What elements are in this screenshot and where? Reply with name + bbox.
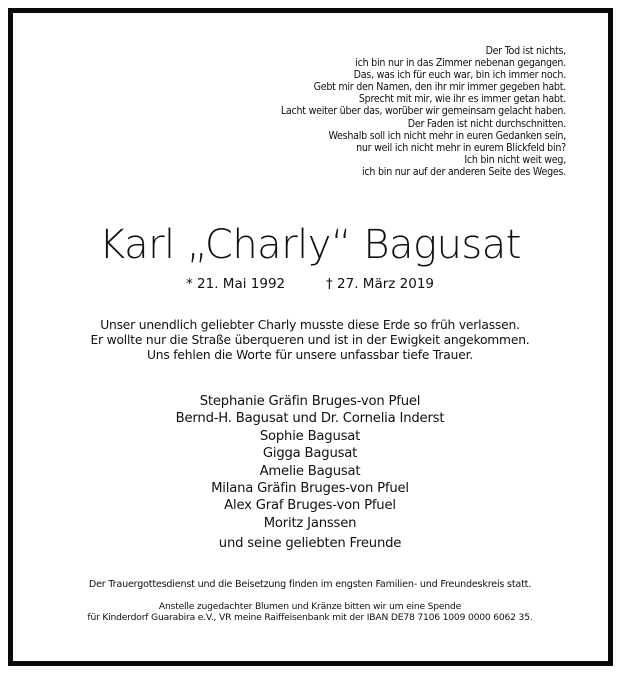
- mourners-list: [0, 393, 620, 553]
- poem-line: ich bin nur auf der anderen Seite des Weges.: [362, 165, 566, 178]
- mourner-name: Stephanie Gräfin Bruges-von Pfuel: [199, 394, 421, 409]
- deceased-name: Karl „Charly“ Bagusat: [99, 222, 521, 268]
- mourner-name: Bernd-H. Bagusat und Dr. Cornelia Inderst: [175, 411, 445, 427]
- message-line: Er wollte nur die Straße überqueren und ist in der Ewigkeit angekommen.: [90, 333, 530, 347]
- mourner-name: Alex Graf Bruges-von Pfuel: [224, 498, 396, 514]
- service-note: Der Trauergottesdienst und die Beisetzung finden im engsten Familien- und Freundeskreis statt.: [88, 579, 532, 590]
- poem-line: Lacht weiter über das, worüber wir gemeinsam gelacht haben.: [280, 105, 566, 118]
- message-line: Unser unendlich geliebter Charly musste diese Erde so früh verlassen.: [100, 318, 520, 332]
- birth-date: * 21. Mai 1992: [186, 276, 286, 292]
- poem-line: Der Tod ist nichts,: [485, 45, 566, 57]
- friends-line: und seine geliebten Freunde: [218, 536, 402, 552]
- donation-line: Anstelle zugedachter Blumen und Kränze bitten wir um eine Spende: [158, 601, 462, 612]
- poem: [146, 45, 566, 178]
- poem-line: Sprecht mit mir, wie ihr es immer getan habt.: [358, 93, 566, 106]
- death-date: † 27. März 2019: [326, 276, 435, 292]
- mourner-name: Sophie Bagusat: [259, 428, 361, 444]
- mourner-name: Gigga Bagusat: [262, 446, 358, 462]
- mourner-name: Moritz Janssen: [263, 515, 357, 531]
- poem-line: Weshalb soll ich nicht mehr in euren Gedanken sein,: [328, 129, 566, 142]
- donation-note: [0, 601, 620, 623]
- poem-line: Ich bin nicht weit weg,: [464, 153, 566, 166]
- mourner-name: Amelie Bagusat: [259, 463, 361, 479]
- poem-line: nur weil ich nicht mehr in eurem Blickfeld bin?: [356, 141, 566, 154]
- poem-line: Der Faden ist nicht durchschnitten.: [407, 117, 566, 130]
- mourner-name: Milana Gräfin Bruges-von Pfuel: [211, 481, 409, 497]
- message-line: Uns fehlen die Worte für unsere unfassbar tiefe Trauer.: [146, 348, 474, 362]
- poem-line: Das, was ich für euch war, bin ich immer noch.: [353, 69, 566, 82]
- poem-line: Gebt mir den Namen, den ihr mir immer gegeben habt.: [313, 81, 566, 94]
- poem-line: ich bin nur in das Zimmer nebenan gegangen.: [355, 57, 566, 70]
- donation-line: für Kinderdorf Guarabira e.V., VR meine Raiffeisenbank mit der IBAN DE78 7106 1009 0000 6062 35.: [87, 612, 533, 624]
- mourning-message: [0, 318, 620, 363]
